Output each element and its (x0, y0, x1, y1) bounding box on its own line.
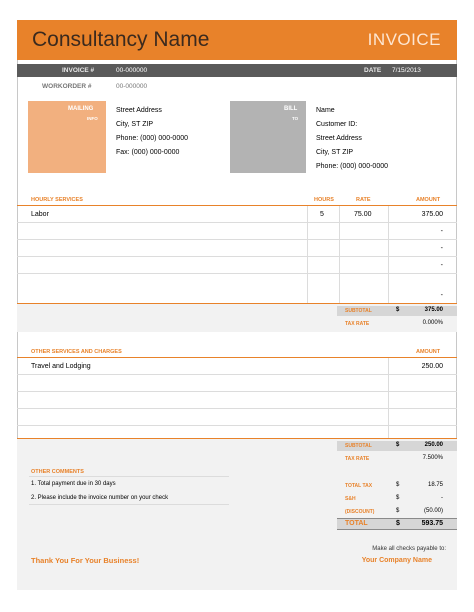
col-divider (339, 206, 340, 303)
discount-label: (DISCOUNT) (345, 509, 375, 515)
comments-title: OTHER COMMENTS (31, 469, 84, 475)
total-label: TOTAL (345, 520, 368, 527)
comment-line[interactable]: 1. Total payment due in 30 days (31, 481, 116, 487)
hourly-row-amount: - (440, 292, 443, 299)
comments-rule (29, 504, 229, 505)
hourly-row-service[interactable]: Labor (31, 211, 49, 218)
row-divider (17, 425, 457, 426)
hourly-services-header: HOURLY SERVICES (31, 197, 83, 203)
other-subtotal-label: SUBTOTAL (345, 443, 372, 449)
mailing-subtitle: INFO (87, 116, 98, 121)
other-taxrate[interactable]: 7.500% (422, 455, 443, 461)
workorder-label: WORKORDER # (42, 83, 92, 90)
hourly-row-amount: - (440, 228, 443, 235)
date-label: DATE (364, 67, 382, 74)
hourly-subtotal-label: SUBTOTAL (345, 308, 372, 314)
hourly-row-amount: - (440, 262, 443, 269)
mailing-title: MAILING (68, 106, 94, 112)
bill-name[interactable]: Name (316, 107, 335, 114)
rate-header: RATE (356, 197, 371, 203)
hourly-row-amount: 375.00 (421, 211, 443, 218)
workorder-number[interactable]: 00-000000 (116, 83, 148, 90)
total-value: 593.75 (421, 520, 443, 527)
invoice-number-label: INVOICE # (62, 67, 95, 74)
mailing-fax[interactable]: Fax: (000) 000-0000 (116, 149, 180, 156)
thank-you-message: Thank You For Your Business! (31, 556, 140, 565)
bill-street[interactable]: Street Address (316, 135, 362, 142)
discount-value[interactable]: (50.00) (423, 508, 443, 514)
company-name: Consultancy Name (32, 28, 210, 51)
other-header-rule (17, 357, 457, 358)
mailing-city[interactable]: City, ST ZIP (116, 121, 154, 128)
other-services-header: OTHER SERVICES AND CHARGES (31, 349, 122, 355)
col-divider (388, 206, 389, 303)
shipping-currency: $ (396, 495, 400, 501)
hourly-taxrate[interactable]: 0.000% (422, 320, 443, 326)
hourly-subtotal: 375.00 (424, 307, 443, 313)
other-row-amount[interactable]: 250.00 (421, 363, 443, 370)
col-divider (307, 206, 308, 303)
total-tax-value: 18.75 (427, 482, 443, 488)
mailing-info-box (28, 101, 106, 173)
hourly-row-hours[interactable]: 5 (320, 211, 324, 218)
discount-currency: $ (396, 508, 400, 514)
hourly-taxrate-label: TAX RATE (345, 321, 370, 327)
bill-phone[interactable]: Phone: (000) 000-0000 (316, 163, 388, 170)
row-divider (17, 273, 457, 274)
row-divider (17, 374, 457, 375)
mailing-phone[interactable]: Phone: (000) 000-0000 (116, 135, 188, 142)
total-tax-label: TOTAL TAX (345, 483, 373, 489)
payable-label: Make all checks payable to: (372, 546, 446, 552)
hourly-row-rate[interactable]: 75.00 (354, 211, 372, 218)
other-amount-header: AMOUNT (416, 349, 441, 355)
bill-subtitle: TO (292, 116, 299, 121)
other-row-service[interactable]: Travel and Lodging (31, 363, 91, 370)
other-subtotal-currency: $ (396, 442, 400, 448)
payable-name[interactable]: Your Company Name (361, 557, 432, 564)
shipping-value[interactable]: - (441, 495, 443, 501)
amount-header: AMOUNT (416, 197, 441, 203)
hourly-row-amount: - (440, 245, 443, 252)
hours-header: HOURS (314, 197, 334, 203)
mailing-street[interactable]: Street Address (116, 107, 162, 114)
other-taxrate-label: TAX RATE (345, 456, 370, 462)
bill-city[interactable]: City, ST ZIP (316, 149, 354, 156)
comment-line[interactable]: 2. Please include the invoice number on your check (31, 495, 169, 501)
summary-area (17, 439, 457, 590)
total-currency: $ (396, 520, 400, 527)
row-divider (17, 239, 457, 240)
total-tax-currency: $ (396, 482, 400, 488)
comments-rule (29, 476, 229, 477)
other-subtotal: 250.00 (424, 442, 443, 448)
shipping-label: S&H (345, 496, 356, 502)
hourly-subtotal-currency: $ (396, 307, 400, 313)
hourly-header-rule (17, 205, 457, 206)
bill-title: BILL (284, 106, 298, 112)
col-divider (388, 358, 389, 438)
row-divider (17, 222, 457, 223)
row-divider (17, 408, 457, 409)
row-divider (17, 256, 457, 257)
invoice-title: INVOICE (367, 30, 441, 49)
bill-customer-id[interactable]: Customer ID: (316, 121, 358, 128)
row-divider (17, 391, 457, 392)
invoice-number[interactable]: 00-000000 (116, 67, 148, 74)
invoice-date[interactable]: 7/15/2013 (392, 67, 421, 74)
